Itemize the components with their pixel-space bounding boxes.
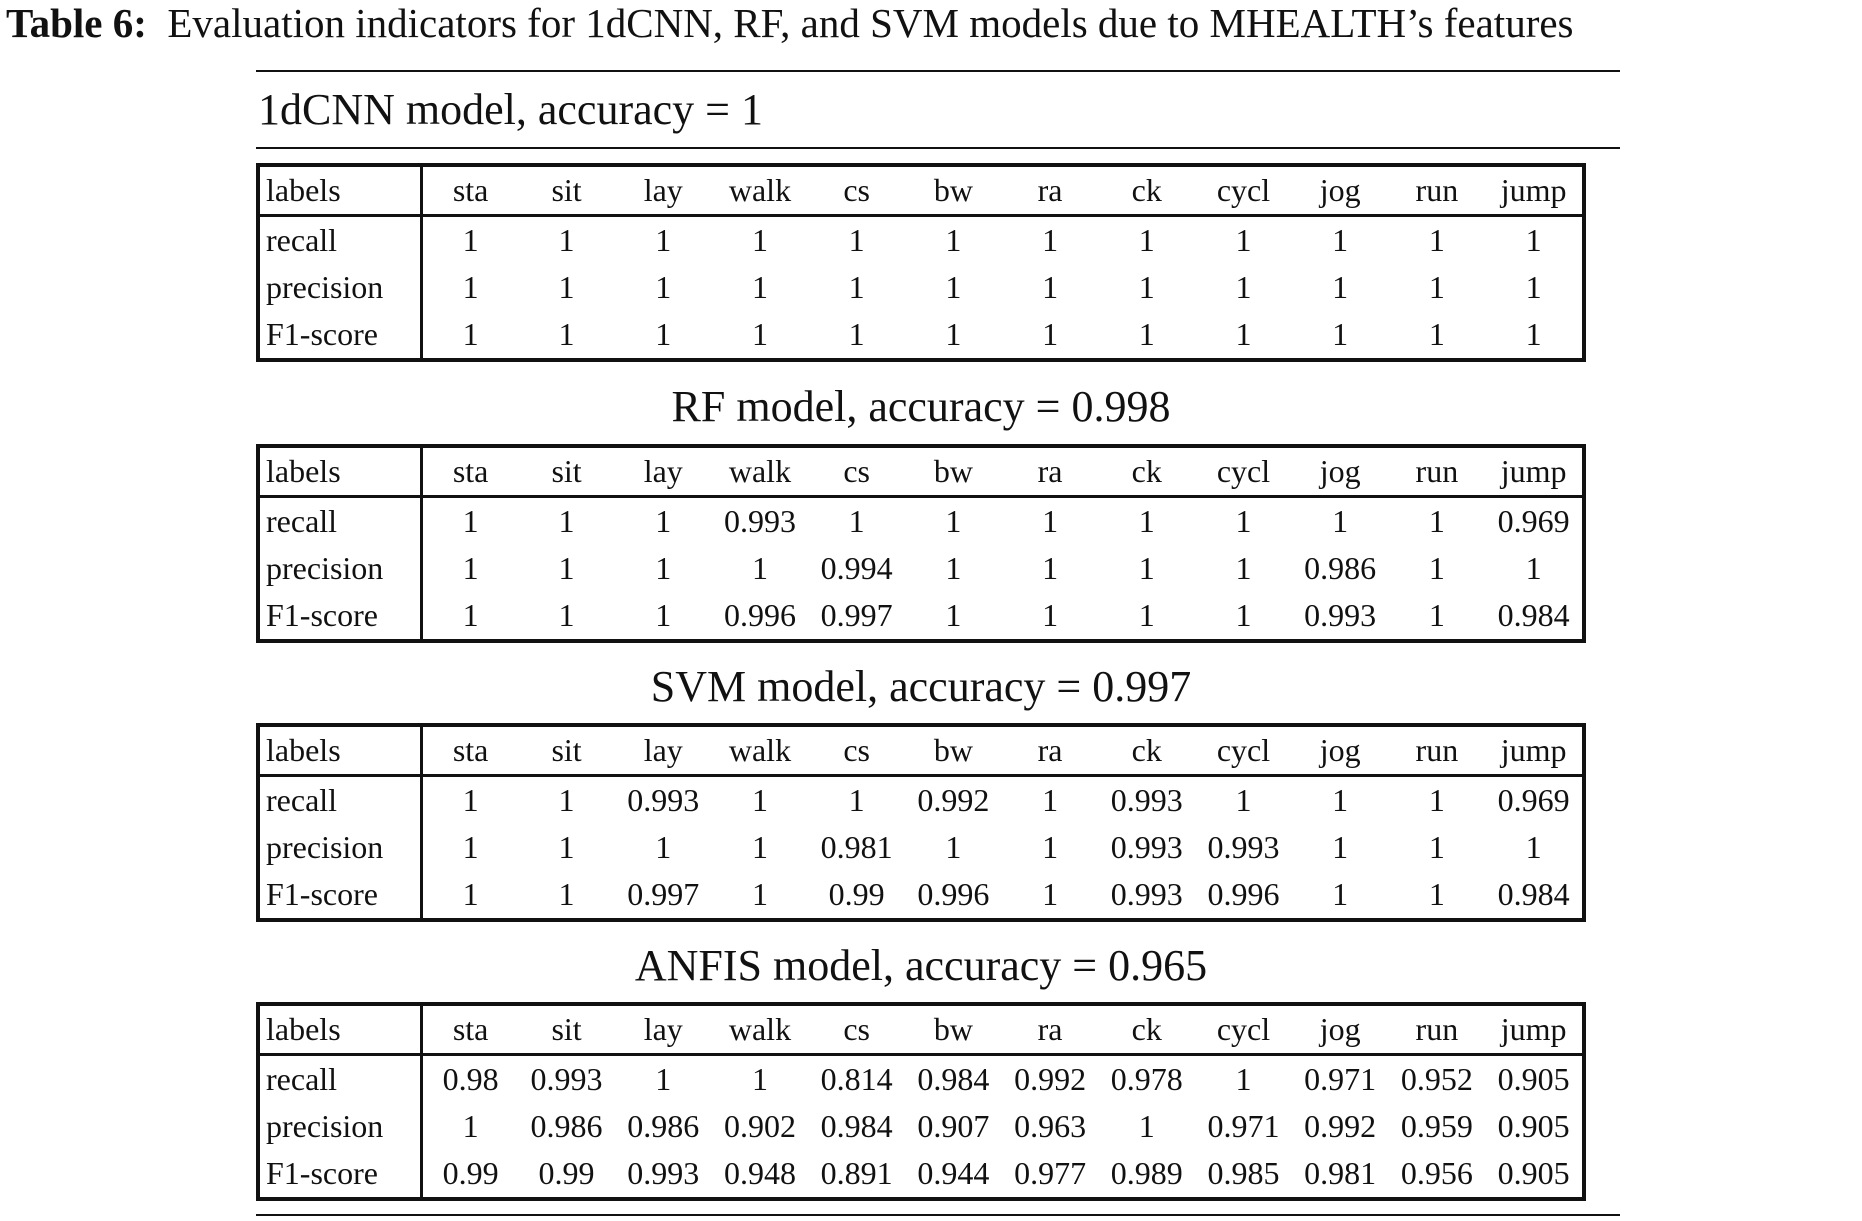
metric-cell: 1 — [655, 503, 672, 539]
metric-cell: 0.993 — [1207, 829, 1280, 865]
metric-cell: 0.99 — [538, 1155, 595, 1191]
metric-cell: 1 — [1332, 316, 1349, 352]
metric-cell: 1 — [1332, 503, 1349, 539]
metric-cell: 1 — [655, 222, 672, 258]
column-header-jump: jump — [1485, 727, 1582, 776]
table-row — [260, 1150, 1582, 1197]
row-label: F1-score — [260, 871, 422, 918]
metric-cell: 1 — [1042, 503, 1059, 539]
table-row — [260, 871, 1582, 918]
metric-cell: 0.994 — [820, 550, 893, 586]
metric-cell: 1 — [1428, 503, 1445, 539]
metric-cell: 0.984 — [820, 1108, 893, 1144]
metric-cell: 0.981 — [1304, 1155, 1377, 1191]
metric-cell: 1 — [462, 782, 479, 818]
metric-cell: 1 — [1332, 876, 1349, 912]
table-row — [260, 311, 1582, 358]
metric-cell: 0.997 — [627, 876, 700, 912]
metric-cell: 0.993 — [1110, 782, 1183, 818]
model-title-1dcnn: 1dCNN model, accuracy = 1 — [258, 85, 763, 134]
metric-cell: 0.989 — [1110, 1155, 1183, 1191]
metrics-table-anfis — [256, 1002, 1586, 1201]
metrics-table — [260, 1006, 1582, 1197]
caption-text: Evaluation indicators for 1dCNN, RF, and SVM models due to MHEALTH’s features — [167, 0, 1574, 46]
metric-cell: 1 — [1042, 597, 1059, 633]
column-header-bw: bw — [905, 727, 1002, 776]
table-caption — [6, 0, 1574, 46]
metric-cell: 1 — [1235, 316, 1252, 352]
row-label: recall — [260, 1055, 422, 1104]
metric-cell: 0.956 — [1400, 1155, 1473, 1191]
metric-cell: 0.907 — [917, 1108, 990, 1144]
metric-cell: 0.948 — [723, 1155, 796, 1191]
metric-cell: 1 — [462, 829, 479, 865]
metric-cell: 1 — [1525, 550, 1542, 586]
metric-cell: 1 — [751, 269, 768, 305]
table-row — [260, 824, 1582, 871]
row-label: precision — [260, 545, 422, 592]
header-row — [260, 727, 1582, 776]
metric-cell: 1 — [751, 782, 768, 818]
metric-cell: 0.944 — [917, 1155, 990, 1191]
metric-cell: 1 — [462, 597, 479, 633]
metric-cell: 1 — [558, 782, 575, 818]
metric-cell: 0.981 — [820, 829, 893, 865]
column-header-cycl: cycl — [1195, 448, 1292, 497]
metric-cell: 1 — [1332, 269, 1349, 305]
metric-cell: 1 — [1138, 550, 1155, 586]
metric-cell: 1 — [655, 597, 672, 633]
metric-cell: 0.959 — [1400, 1108, 1473, 1144]
column-header-jog: jog — [1292, 167, 1389, 216]
top-rule — [256, 70, 1620, 72]
metric-cell: 1 — [1428, 829, 1445, 865]
column-header-ra: ra — [1002, 727, 1099, 776]
metric-cell: 1 — [655, 829, 672, 865]
metric-cell: 1 — [558, 876, 575, 912]
row-label: precision — [260, 824, 422, 871]
table-row — [260, 592, 1582, 639]
metric-cell: 1 — [1138, 503, 1155, 539]
metric-cell: 0.993 — [1110, 829, 1183, 865]
metric-cell: 0.992 — [917, 782, 990, 818]
metrics-table — [260, 727, 1582, 918]
column-header-sit: sit — [518, 167, 615, 216]
column-header-ck: ck — [1098, 448, 1195, 497]
column-header-run: run — [1389, 1006, 1486, 1055]
metric-cell: 0.977 — [1014, 1155, 1087, 1191]
metric-cell: 0.952 — [1400, 1061, 1473, 1097]
table-row — [260, 497, 1582, 546]
metric-cell: 1 — [1525, 269, 1542, 305]
metric-cell: 1 — [1428, 597, 1445, 633]
metric-cell: 0.963 — [1014, 1108, 1087, 1144]
metric-cell: 1 — [462, 503, 479, 539]
metric-cell: 0.891 — [820, 1155, 893, 1191]
metric-cell: 0.992 — [1014, 1061, 1087, 1097]
metric-cell: 1 — [558, 222, 575, 258]
metric-cell: 1 — [655, 316, 672, 352]
metric-cell: 1 — [558, 550, 575, 586]
header-label-cell: labels — [260, 448, 422, 497]
column-header-cycl: cycl — [1195, 1006, 1292, 1055]
metric-cell: 0.996 — [1207, 876, 1280, 912]
metric-cell: 0.98 — [442, 1061, 499, 1097]
metric-cell: 0.993 — [627, 782, 700, 818]
metric-cell: 1 — [655, 550, 672, 586]
column-header-ra: ra — [1002, 1006, 1099, 1055]
column-header-jump: jump — [1485, 167, 1582, 216]
metric-cell: 0.905 — [1497, 1155, 1570, 1191]
metric-cell: 1 — [1042, 316, 1059, 352]
table-row — [260, 1055, 1582, 1104]
metric-cell: 1 — [462, 269, 479, 305]
row-label: precision — [260, 1103, 422, 1150]
column-header-walk: walk — [712, 727, 809, 776]
metric-cell: 1 — [1428, 269, 1445, 305]
row-label: recall — [260, 216, 422, 265]
metric-cell: 0.993 — [1304, 597, 1377, 633]
title-rule — [256, 147, 1620, 149]
metric-cell: 1 — [1042, 829, 1059, 865]
table-row — [260, 1103, 1582, 1150]
header-row — [260, 1006, 1582, 1055]
metric-cell: 1 — [945, 503, 962, 539]
metric-cell: 1 — [558, 597, 575, 633]
header-label-cell: labels — [260, 727, 422, 776]
metric-cell: 1 — [558, 269, 575, 305]
metric-cell: 1 — [945, 829, 962, 865]
metric-cell: 1 — [1428, 782, 1445, 818]
bottom-rule — [256, 1214, 1620, 1216]
metric-cell: 1 — [1428, 222, 1445, 258]
column-header-cycl: cycl — [1195, 727, 1292, 776]
metric-cell: 1 — [1235, 503, 1252, 539]
metric-cell: 0.997 — [820, 597, 893, 633]
column-header-sta: sta — [422, 1006, 519, 1055]
metric-cell: 1 — [945, 550, 962, 586]
column-header-ra: ra — [1002, 167, 1099, 216]
metric-cell: 1 — [945, 222, 962, 258]
metrics-table-svm — [256, 723, 1586, 922]
row-label: F1-score — [260, 311, 422, 358]
row-label: recall — [260, 497, 422, 546]
metric-cell: 0.992 — [1304, 1108, 1377, 1144]
metric-cell: 0.905 — [1497, 1108, 1570, 1144]
column-header-sit: sit — [518, 448, 615, 497]
caption-label: Table 6: — [6, 0, 147, 46]
metrics-table-1dcnn — [256, 163, 1586, 362]
metric-cell: 1 — [751, 222, 768, 258]
metric-cell: 0.984 — [917, 1061, 990, 1097]
column-header-bw: bw — [905, 167, 1002, 216]
metric-cell: 0.986 — [627, 1108, 700, 1144]
metric-cell: 1 — [1235, 1061, 1252, 1097]
metric-cell: 0.993 — [723, 503, 796, 539]
column-header-run: run — [1389, 167, 1486, 216]
column-header-sta: sta — [422, 727, 519, 776]
metric-cell: 1 — [945, 316, 962, 352]
metric-cell: 1 — [751, 876, 768, 912]
column-header-cs: cs — [808, 448, 905, 497]
table-row — [260, 776, 1582, 825]
table-row — [260, 545, 1582, 592]
column-header-sta: sta — [422, 448, 519, 497]
metric-cell: 1 — [751, 1061, 768, 1097]
column-header-cs: cs — [808, 167, 905, 216]
model-title-svm: SVM model, accuracy = 0.997 — [650, 662, 1192, 711]
metric-cell: 1 — [751, 316, 768, 352]
row-label: precision — [260, 264, 422, 311]
header-row — [260, 448, 1582, 497]
metric-cell: 1 — [1428, 316, 1445, 352]
metric-cell: 1 — [848, 503, 865, 539]
metric-cell: 0.969 — [1497, 782, 1570, 818]
metric-cell: 1 — [462, 222, 479, 258]
metric-cell: 1 — [1332, 782, 1349, 818]
metrics-table — [260, 167, 1582, 358]
metric-cell: 1 — [1042, 550, 1059, 586]
metric-cell: 0.986 — [530, 1108, 603, 1144]
metric-cell: 0.985 — [1207, 1155, 1280, 1191]
column-header-jog: jog — [1292, 1006, 1389, 1055]
column-header-bw: bw — [905, 448, 1002, 497]
metric-cell: 1 — [1332, 829, 1349, 865]
table-row — [260, 264, 1582, 311]
metric-cell: 0.993 — [530, 1061, 603, 1097]
model-title-rf: RF model, accuracy = 0.998 — [671, 382, 1171, 431]
metric-cell: 1 — [1332, 222, 1349, 258]
metric-cell: 1 — [655, 1061, 672, 1097]
metric-cell: 1 — [1235, 222, 1252, 258]
metric-cell: 1 — [1235, 550, 1252, 586]
column-header-walk: walk — [712, 1006, 809, 1055]
metric-cell: 1 — [848, 316, 865, 352]
model-title-anfis: ANFIS model, accuracy = 0.965 — [634, 941, 1208, 990]
metric-cell: 1 — [1235, 782, 1252, 818]
metric-cell: 0.902 — [723, 1108, 796, 1144]
metrics-table-rf — [256, 444, 1586, 643]
metrics-table — [260, 448, 1582, 639]
metric-cell: 1 — [1042, 222, 1059, 258]
column-header-ck: ck — [1098, 1006, 1195, 1055]
column-header-lay: lay — [615, 167, 712, 216]
metric-cell: 0.971 — [1304, 1061, 1377, 1097]
metric-cell: 0.984 — [1497, 597, 1570, 633]
metric-cell: 1 — [462, 316, 479, 352]
metric-cell: 0.971 — [1207, 1108, 1280, 1144]
metric-cell: 1 — [1042, 876, 1059, 912]
metric-cell: 0.969 — [1497, 503, 1570, 539]
metric-cell: 1 — [848, 782, 865, 818]
column-header-cs: cs — [808, 727, 905, 776]
metric-cell: 1 — [1235, 597, 1252, 633]
metric-cell: 1 — [1138, 222, 1155, 258]
column-header-ra: ra — [1002, 448, 1099, 497]
metric-cell: 1 — [1138, 316, 1155, 352]
metric-cell: 0.99 — [442, 1155, 499, 1191]
metric-cell: 1 — [945, 597, 962, 633]
column-header-sit: sit — [518, 1006, 615, 1055]
column-header-ck: ck — [1098, 167, 1195, 216]
metric-cell: 1 — [462, 876, 479, 912]
column-header-ck: ck — [1098, 727, 1195, 776]
metric-cell: 0.993 — [627, 1155, 700, 1191]
metric-cell: 0.993 — [1110, 876, 1183, 912]
header-row — [260, 167, 1582, 216]
column-header-lay: lay — [615, 1006, 712, 1055]
metric-cell: 1 — [462, 550, 479, 586]
metric-cell: 1 — [848, 269, 865, 305]
column-header-jog: jog — [1292, 448, 1389, 497]
metric-cell: 1 — [1525, 829, 1542, 865]
metric-cell: 1 — [558, 829, 575, 865]
row-label: recall — [260, 776, 422, 825]
column-header-walk: walk — [712, 167, 809, 216]
metric-cell: 0.814 — [820, 1061, 893, 1097]
column-header-jump: jump — [1485, 1006, 1582, 1055]
column-header-bw: bw — [905, 1006, 1002, 1055]
metric-cell: 1 — [1235, 269, 1252, 305]
metric-cell: 0.984 — [1497, 876, 1570, 912]
column-header-lay: lay — [615, 448, 712, 497]
metric-cell: 1 — [945, 269, 962, 305]
row-label: F1-score — [260, 592, 422, 639]
metric-cell: 1 — [848, 222, 865, 258]
metric-cell: 0.986 — [1304, 550, 1377, 586]
metric-cell: 0.905 — [1497, 1061, 1570, 1097]
column-header-cs: cs — [808, 1006, 905, 1055]
column-header-run: run — [1389, 727, 1486, 776]
column-header-run: run — [1389, 448, 1486, 497]
metric-cell: 1 — [1042, 269, 1059, 305]
metric-cell: 1 — [1138, 1108, 1155, 1144]
metric-cell: 1 — [1525, 316, 1542, 352]
row-label: F1-score — [260, 1150, 422, 1197]
metric-cell: 1 — [655, 269, 672, 305]
header-label-cell: labels — [260, 1006, 422, 1055]
metric-cell: 0.996 — [917, 876, 990, 912]
column-header-sta: sta — [422, 167, 519, 216]
column-header-lay: lay — [615, 727, 712, 776]
metric-cell: 1 — [1428, 876, 1445, 912]
table-row — [260, 216, 1582, 265]
metric-cell: 0.996 — [723, 597, 796, 633]
column-header-cycl: cycl — [1195, 167, 1292, 216]
header-label-cell: labels — [260, 167, 422, 216]
metric-cell: 1 — [558, 503, 575, 539]
metric-cell: 1 — [1042, 782, 1059, 818]
metric-cell: 0.978 — [1110, 1061, 1183, 1097]
column-header-jump: jump — [1485, 448, 1582, 497]
metric-cell: 1 — [1138, 269, 1155, 305]
metric-cell: 0.99 — [828, 876, 885, 912]
metric-cell: 1 — [1138, 597, 1155, 633]
metric-cell: 1 — [558, 316, 575, 352]
column-header-walk: walk — [712, 448, 809, 497]
column-header-sit: sit — [518, 727, 615, 776]
metric-cell: 1 — [1428, 550, 1445, 586]
metric-cell: 1 — [1525, 222, 1542, 258]
metric-cell: 1 — [462, 1108, 479, 1144]
metric-cell: 1 — [751, 829, 768, 865]
metric-cell: 1 — [751, 550, 768, 586]
column-header-jog: jog — [1292, 727, 1389, 776]
